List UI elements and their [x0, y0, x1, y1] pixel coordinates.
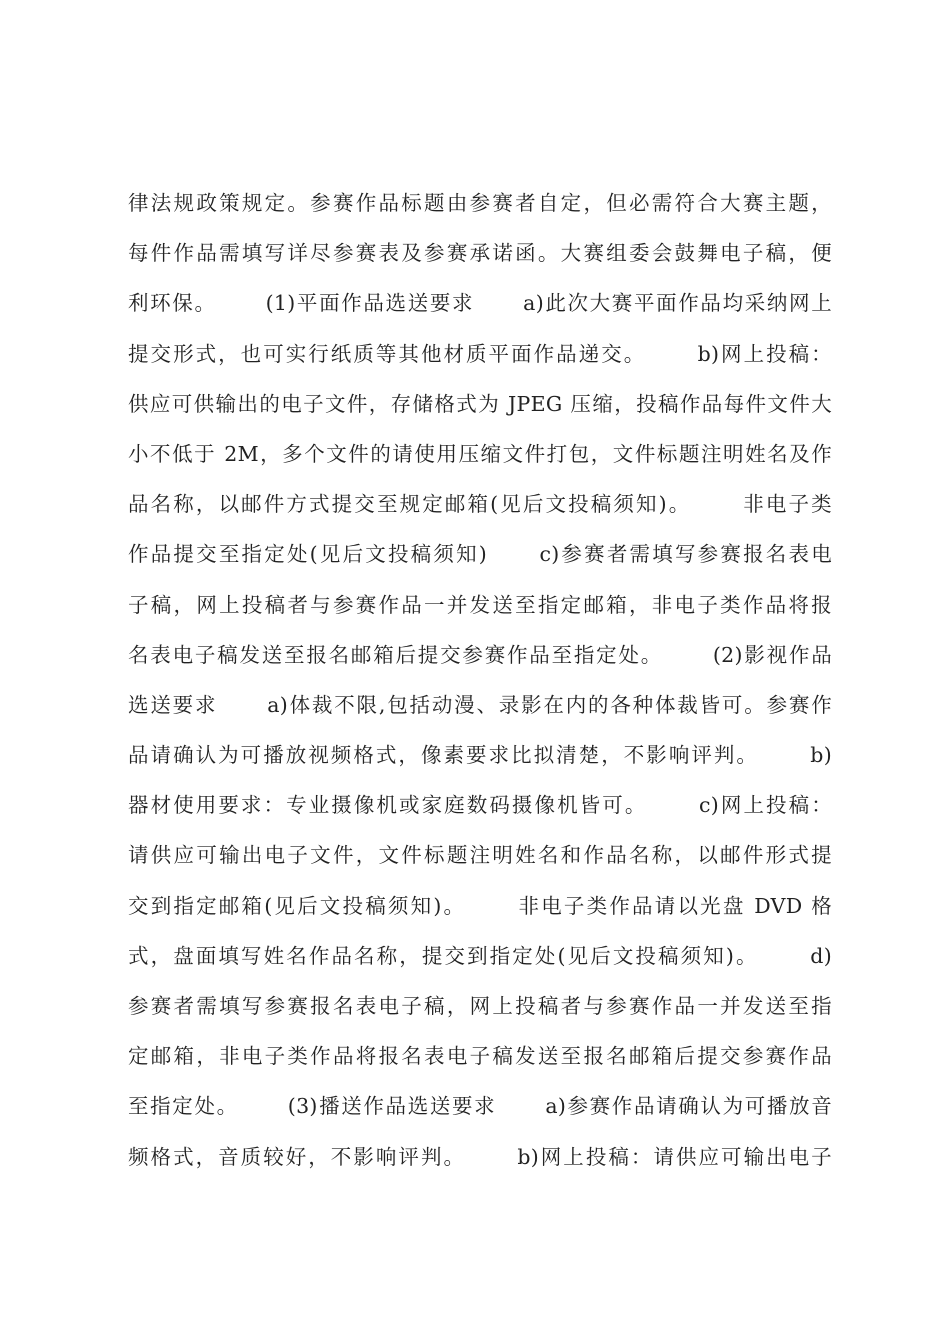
text-line: 器材使用要求：专业摄像机或家庭数码摄像机皆可。 c)网上投稿： — [128, 793, 832, 818]
text-line: 供应可供输出的电子文件，存储格式为 JPEG 压缩，投稿作品每件文件大 — [128, 391, 832, 416]
body-text — [128, 178, 832, 1182]
text-line: 定邮箱，非电子类作品将报名表电子稿发送至报名邮箱后提交参赛作品 — [128, 1044, 832, 1069]
text-line: 利环保。 (1)平面作品选送要求 a)此次大赛平面作品均采纳网上 — [128, 291, 832, 316]
text-line: 交到指定邮箱(见后文投稿须知)。 非电子类作品请以光盘 DVD 格 — [128, 893, 832, 918]
text-line: 作品提交至指定处(见后文投稿须知) c)参赛者需填写参赛报名表电 — [128, 542, 832, 567]
text-line: 选送要求 a)体裁不限,包括动漫、录影在内的各种体裁皆可。参赛作 — [128, 692, 832, 717]
text-line: 频格式，音质较好，不影响评判。 b)网上投稿：请供应可输出电子 — [128, 1144, 832, 1169]
text-line: 至指定处。 (3)播送作品选送要求 a)参赛作品请确认为可播放音 — [128, 1094, 832, 1119]
text-line: 子稿，网上投稿者与参赛作品一并发送至指定邮箱，非电子类作品将报 — [128, 592, 832, 617]
text-line: 提交形式，也可实行纸质等其他材质平面作品递交。 b)网上投稿： — [128, 341, 832, 366]
text-line: 式，盘面填写姓名作品名称，提交到指定处(见后文投稿须知)。 d) — [128, 943, 832, 968]
text-line: 名表电子稿发送至报名邮箱后提交参赛作品至指定处。 (2)影视作品 — [128, 642, 832, 667]
text-line: 品请确认为可播放视频格式，像素要求比拟清楚，不影响评判。 b) — [128, 743, 832, 768]
text-line: 品名称，以邮件方式提交至规定邮箱(见后文投稿须知)。 非电子类 — [128, 492, 832, 517]
text-line: 请供应可输出电子文件，文件标题注明姓名和作品名称，以邮件形式提 — [128, 843, 832, 868]
text-line: 小不低于 2M，多个文件的请使用压缩文件打包，文件标题注明姓名及作 — [128, 441, 832, 466]
text-line: 参赛者需填写参赛报名表电子稿，网上投稿者与参赛作品一并发送至指 — [128, 994, 832, 1018]
text-line: 律法规政策规定。参赛作品标题由参赛者自定，但必需符合大赛主题， — [128, 191, 832, 215]
text-line: 每件作品需填写详尽参赛表及参赛承诺函。大赛组委会鼓舞电子稿，便 — [128, 241, 832, 266]
